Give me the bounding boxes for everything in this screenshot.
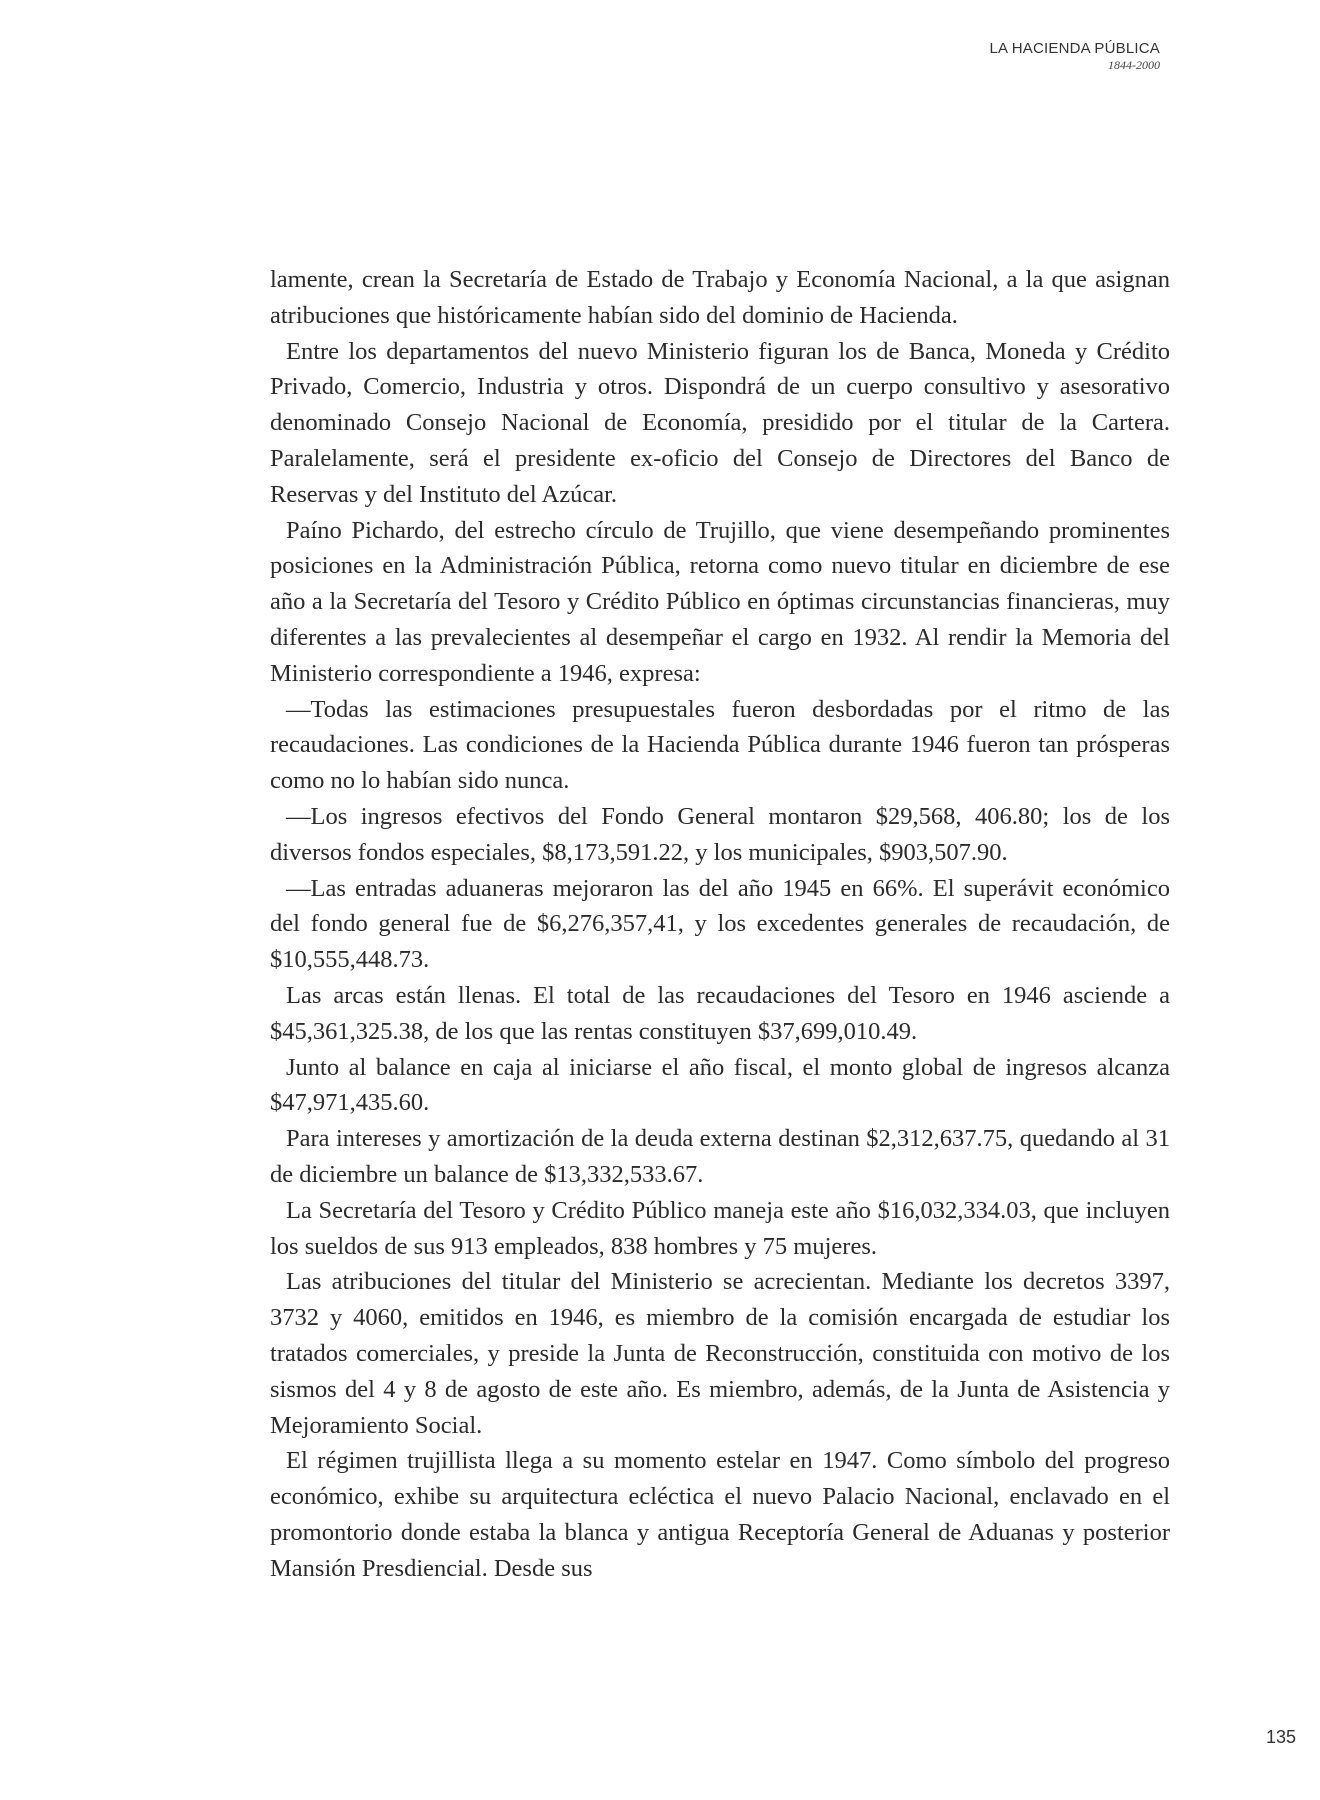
paragraph: —Todas las estimaciones presupuestales fueron desbordadas por el ritmo de las recaudaciones. Las condiciones de la Hacienda Pública durante 1946 fueron tan prósperas como no lo habían sido nunca. (270, 695, 1170, 795)
paragraph: Entre los departamentos del nuevo Ministerio figuran los de Banca, Moneda y Crédito Privado, Comercio, Industria y otros. Dispondrá de un cuerpo consultivo y asesorativo denominado Consejo Nacional de Economía, presidido por el titular de la Cartera. Paralelamente, será el presidente ex-oficio del Consejo de Directores del Banco de Reservas y del Instituto del Azúcar. (270, 337, 1170, 508)
body-text (270, 262, 1170, 1586)
running-header (989, 40, 1160, 73)
paragraph: Para intereses y amortización de la deuda externa destinan $2,312,637.75, quedando al 31 de diciembre un balance de $13,332,533.67. (270, 1125, 1170, 1188)
paragraph: lamente, crean la Secretaría de Estado de Trabajo y Economía Nacional, a la que asignan atribuciones que históricamente habían sido del dominio de Hacienda. (270, 266, 1170, 329)
paragraph: Las arcas están llenas. El total de las recaudaciones del Tesoro en 1946 asciende a $45,361,325.38, de los que las rentas constituyen $37,699,010.49. (270, 981, 1170, 1045)
paragraph: —Las entradas aduaneras mejoraron las del año 1945 en 66%. El superávit económico del fondo general fue de $6,276,357,41, y los excedentes generales de recaudación, de $10,555,448.73. (270, 874, 1170, 974)
book-years: 1844-2000 (1108, 58, 1160, 72)
paragraph: La Secretaría del Tesoro y Crédito Público maneja este año $16,032,334.03, que incluyen los sueldos de sus 913 empleados, 838 hombres y 75 mujeres. (270, 1196, 1170, 1260)
paragraph: Paíno Pichardo, del estrecho círculo de Trujillo, que viene desempeñando prominentes posiciones en la Administración Pública, retorna como nuevo titular en diciembre de ese año a la Secretaría del Tesoro y Crédito Público en óptimas circunstancias financieras, muy diferentes a las prevalecientes al desempeñar el cargo en 1932. Al rendir la Memoria del Ministerio correspondiente a 1946, expresa: (270, 516, 1170, 687)
paragraph: Junto al balance en caja al iniciarse el año fiscal, el monto global de ingresos alcanza $47,971,435.60. (270, 1053, 1170, 1117)
page-number: 135 (1265, 1727, 1296, 1747)
paragraph: —Los ingresos efectivos del Fondo General montaron $29,568, 406.80; los de los diversos fondos especiales, $8,173,591.22, y los municipales, $903,507.90. (270, 802, 1170, 866)
paragraph: Las atribuciones del titular del Ministerio se acrecientan. Mediante los decretos 3397, 3732 y 4060, emitidos en 1946, es miembro de la comisión encargada de estudiar los tratados comerciales, y preside la Junta de Reconstrucción, constituida con motivo de los sismos del 4 y 8 de agosto de este año. Es miembro, además, de la Junta de Asistencia y Mejoramiento Social. (270, 1268, 1170, 1439)
book-title: LA HACIENDA PÚBLICA (989, 40, 1160, 57)
paragraph: El régimen trujillista llega a su momento estelar en 1947. Como símbolo del progreso económico, exhibe su arquitectura ecléctica el nuevo Palacio Nacional, enclavado en el promontorio donde estaba la blanca y antigua Receptoría General de Aduanas y posterior Mansión Presdiencial. Desde sus (270, 1447, 1170, 1582)
